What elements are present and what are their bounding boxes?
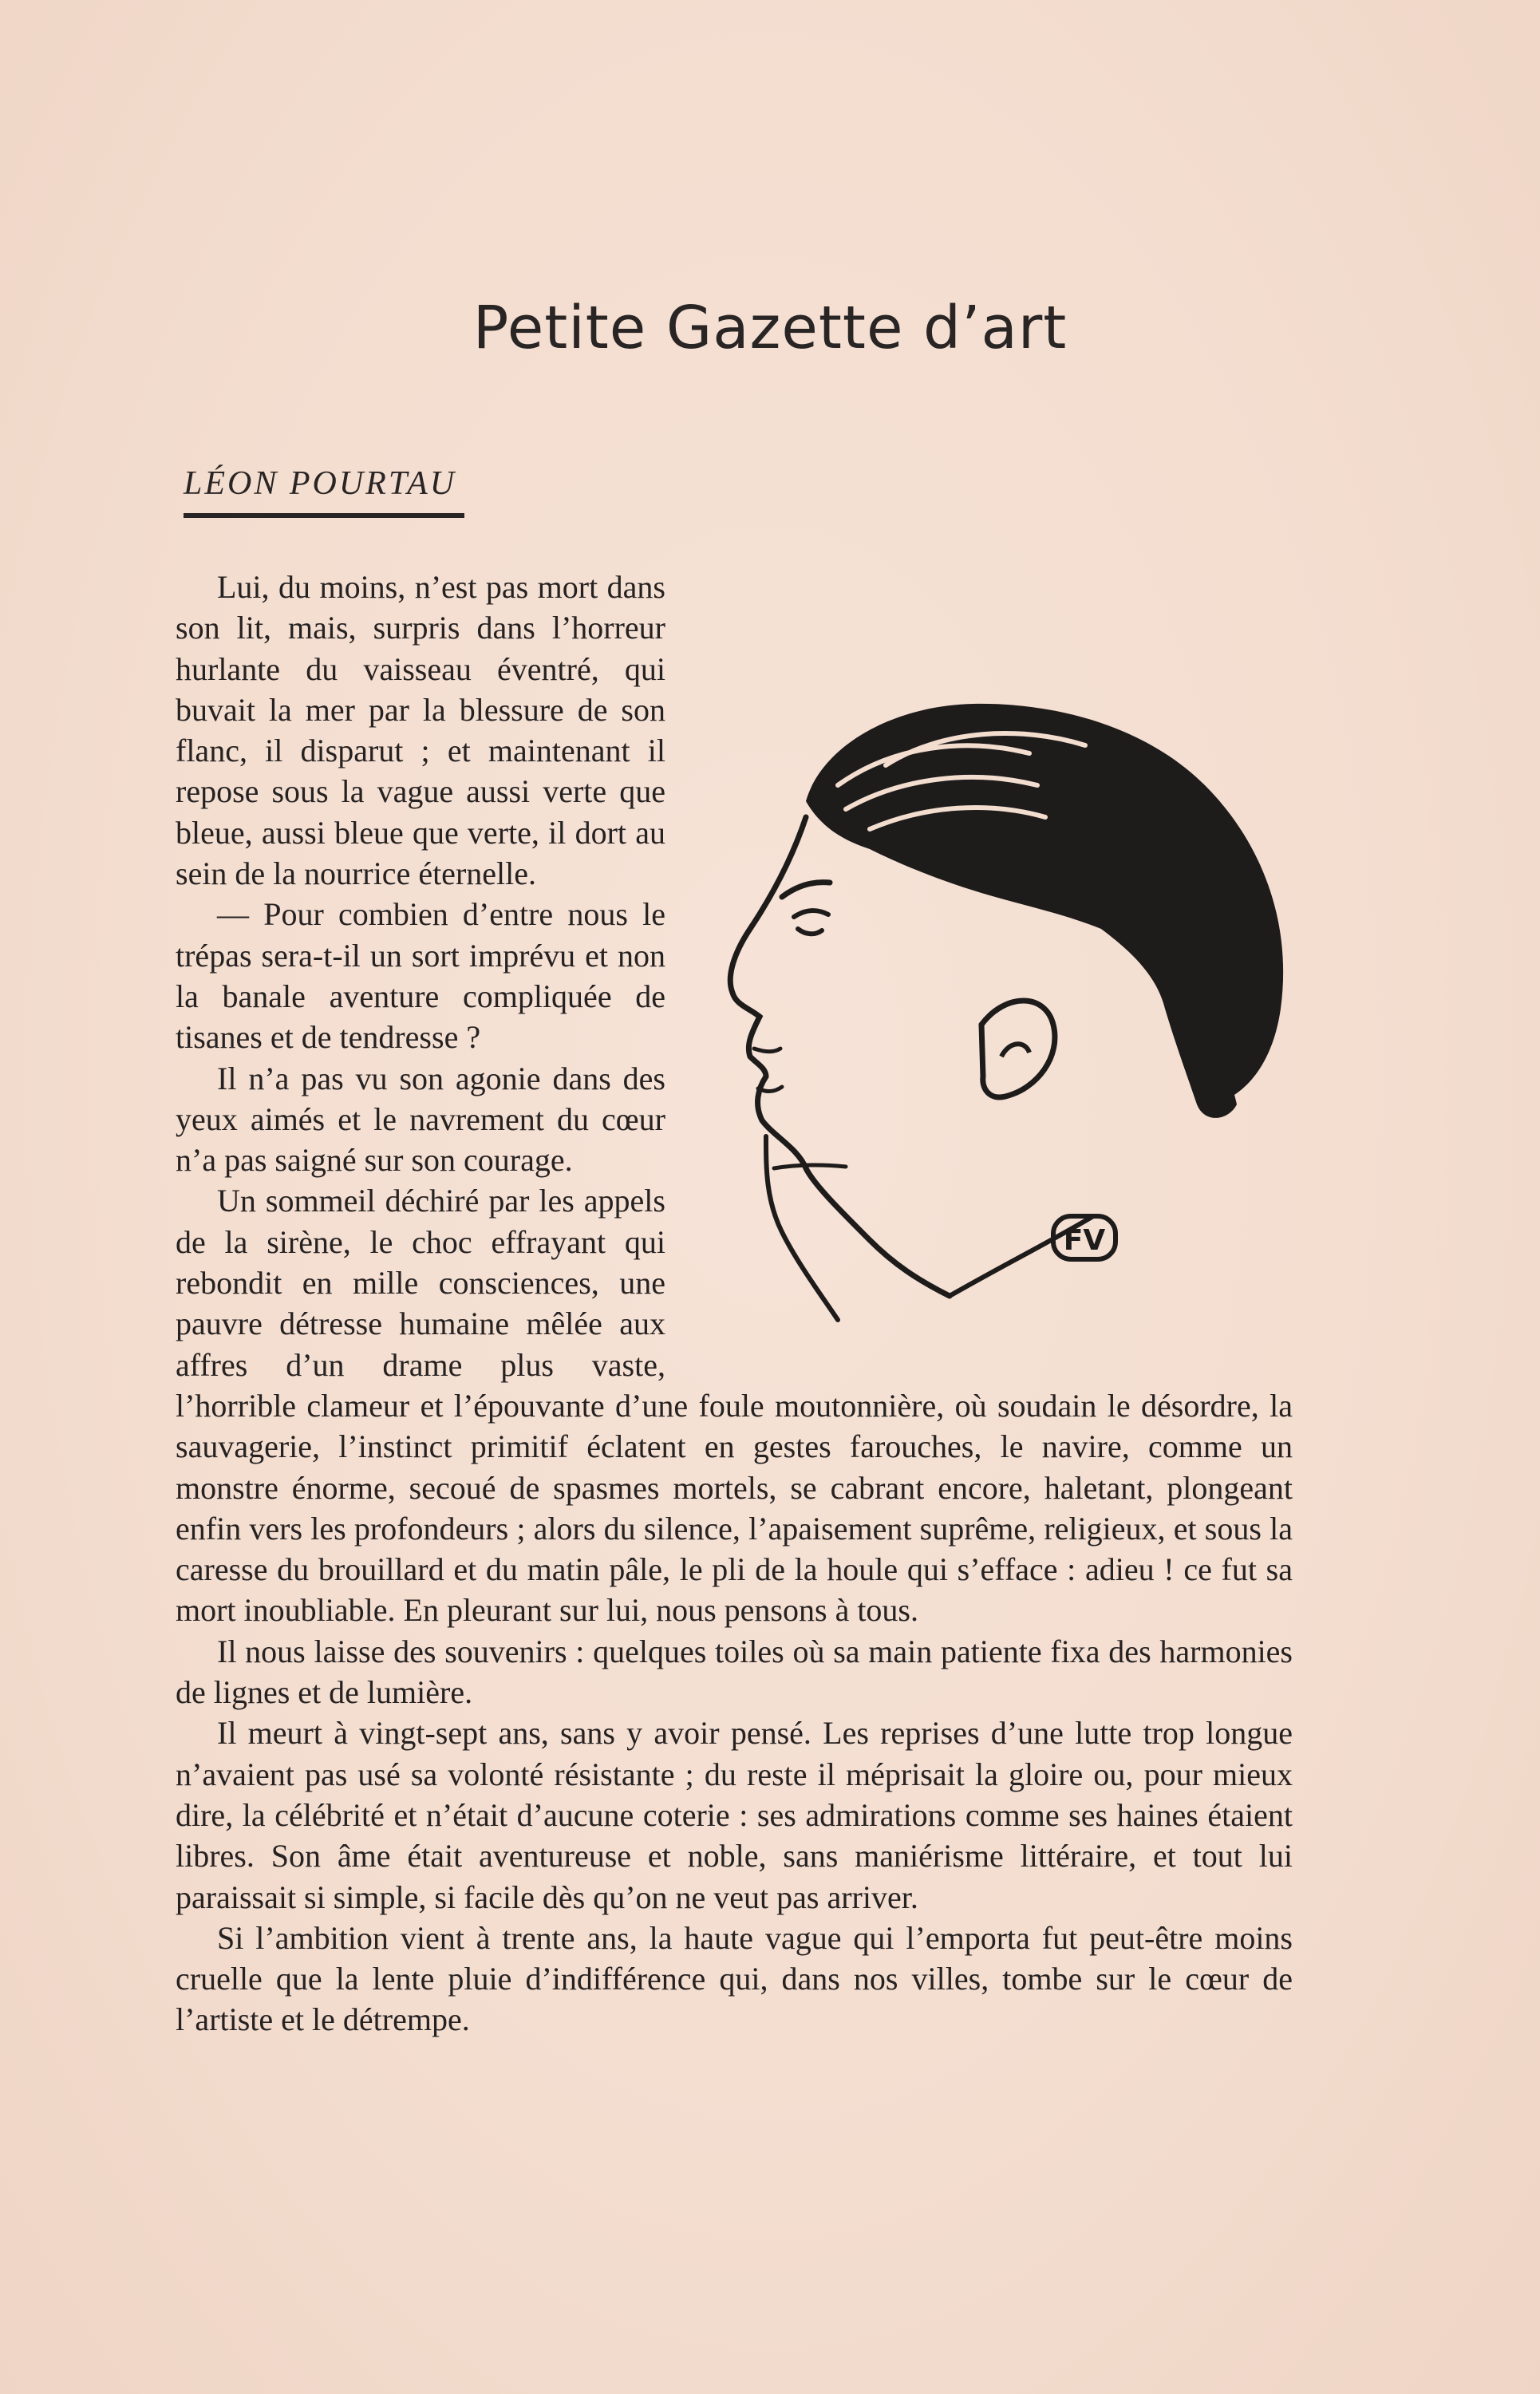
page-title: Petite Gazette d’art bbox=[472, 294, 1068, 362]
article-heading: LÉON POURTAU bbox=[184, 465, 457, 502]
paragraph-5: Il nous laisse des souvenirs : quelques toiles où sa main patiente fixa des harmonies de lignes et de lumière. bbox=[176, 1633, 1293, 1711]
portrait-chin-line bbox=[774, 1165, 846, 1168]
article-body bbox=[176, 567, 1293, 2040]
portrait-mouth bbox=[754, 1049, 782, 1092]
portrait-ear-inner bbox=[1001, 1044, 1029, 1057]
heading-underline bbox=[184, 513, 464, 518]
portrait-eyebrow bbox=[782, 883, 830, 897]
portrait-profile bbox=[730, 817, 950, 1296]
paragraph-4: Un sommeil déchiré par les appels de la sirène, le choc effrayant qui rebondit en mille consciences, une pauvre détresse humaine mêlée aux affres d’un drame plus vaste, l’horrible clameur et l’épouvante d’une foule moutonnière, où soudain le désordre, la sauvagerie, l’instinct primitif éclatent en gestes farouches, le navire, comme un monstre énorme, secoué de spasmes mortels, se cabrant encore, haletant, plongeant enfin vers les profondeurs ; alors du silence, l’apaisement suprême, religieux, et sous la caresse du brouillard et du matin pâle, le pli de la houle qui s’efface : adieu ! ce fut sa mort inoubliable. En pleurant sur lui, nous pensons à tous. bbox=[176, 1183, 1293, 1629]
portrait-ear bbox=[981, 1001, 1055, 1097]
portrait-illustration bbox=[686, 689, 1293, 1368]
portrait-drawing bbox=[686, 689, 1293, 1368]
portrait-eye bbox=[794, 911, 828, 934]
paragraph-2: — Pour combien d’entre nous le trépas sera-t-il un sort imprévu et non la banale aventure compliquée de tisanes et de tendresse ? bbox=[176, 896, 665, 1056]
paragraph-1: Lui, du moins, n’est pas mort dans son lit, mais, surpris dans l’horreur hurlante du vaisseau éventré, qui buvait la mer par la blessure de son flanc, il disparut ; et maintenant il repose sous la vague aussi verte que bleue, aussi bleue que verte, il dort au sein de la nourrice éternelle. bbox=[176, 569, 665, 892]
monogram-text: FV bbox=[1063, 1224, 1106, 1257]
paragraph-7: Si l’ambition vient à trente ans, la haute vague qui l’emporta fut peut-être moins cruelle que la lente pluie d’indifférence qui, dans nos villes, tombe sur le cœur de l’artiste et le détrempe. bbox=[176, 1919, 1293, 2038]
paragraph-3: Il n’a pas vu son agonie dans des yeux aimés et le navrement du cœur n’a pas saigné sur son courage. bbox=[176, 1060, 665, 1179]
paragraph-6: Il meurt à vingt-sept ans, sans y avoir pensé. Les reprises d’une lutte trop longue n’avaient pas usé sa volonté résistante ; du reste il méprisait la gloire ou, pour mieux dire, la célébrité et n’était d’aucune coterie : ses admirations comme ses haines étaient libres. Son âme était aventureuse et noble, sans maniérisme littéraire, et tout lui paraissait si simple, si facile dès qu’on ne veut pas arriver. bbox=[176, 1715, 1293, 1915]
